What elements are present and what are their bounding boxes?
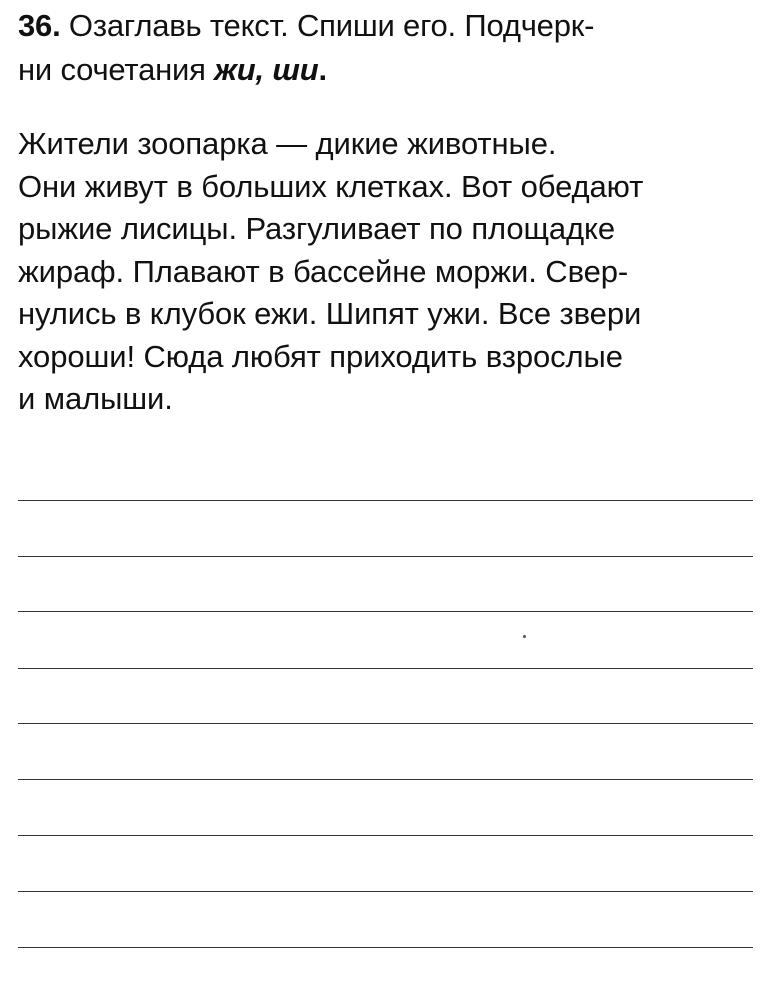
reading-line: и малыши.	[18, 381, 173, 416]
writing-line	[18, 891, 753, 892]
reading-line: нулись в клубок ежи. Шипят ужи. Все звери	[18, 296, 642, 331]
writing-line	[18, 779, 753, 780]
writing-line	[18, 611, 753, 612]
writing-line	[18, 947, 753, 948]
instruction-text: Озаглавь текст. Спиши его. Подчерк-	[68, 8, 595, 43]
reading-line: Жители зоопарка — дикие животные.	[18, 126, 557, 161]
print-speck	[523, 635, 526, 638]
reading-line: жираф. Плавают в бассейне моржи. Свер-	[18, 253, 629, 289]
letter-combinations: жи, ши	[214, 52, 319, 87]
instruction-text-continued: ни сочетания	[18, 52, 206, 87]
writing-line	[18, 668, 753, 669]
writing-line	[18, 500, 753, 501]
reading-line: хороши! Сюда любят приходить взрослые	[18, 338, 623, 374]
reading-line: Они живут в больших клетках. Вот обедают	[18, 168, 644, 204]
writing-line	[18, 723, 753, 724]
exercise-number: 36.	[18, 8, 61, 43]
writing-area[interactable]	[18, 0, 753, 999]
writing-line	[18, 556, 753, 557]
instruction-end-punct: .	[318, 52, 327, 87]
reading-line: рыжие лисицы. Разгуливает по площадке	[18, 211, 615, 246]
writing-line	[18, 835, 753, 836]
